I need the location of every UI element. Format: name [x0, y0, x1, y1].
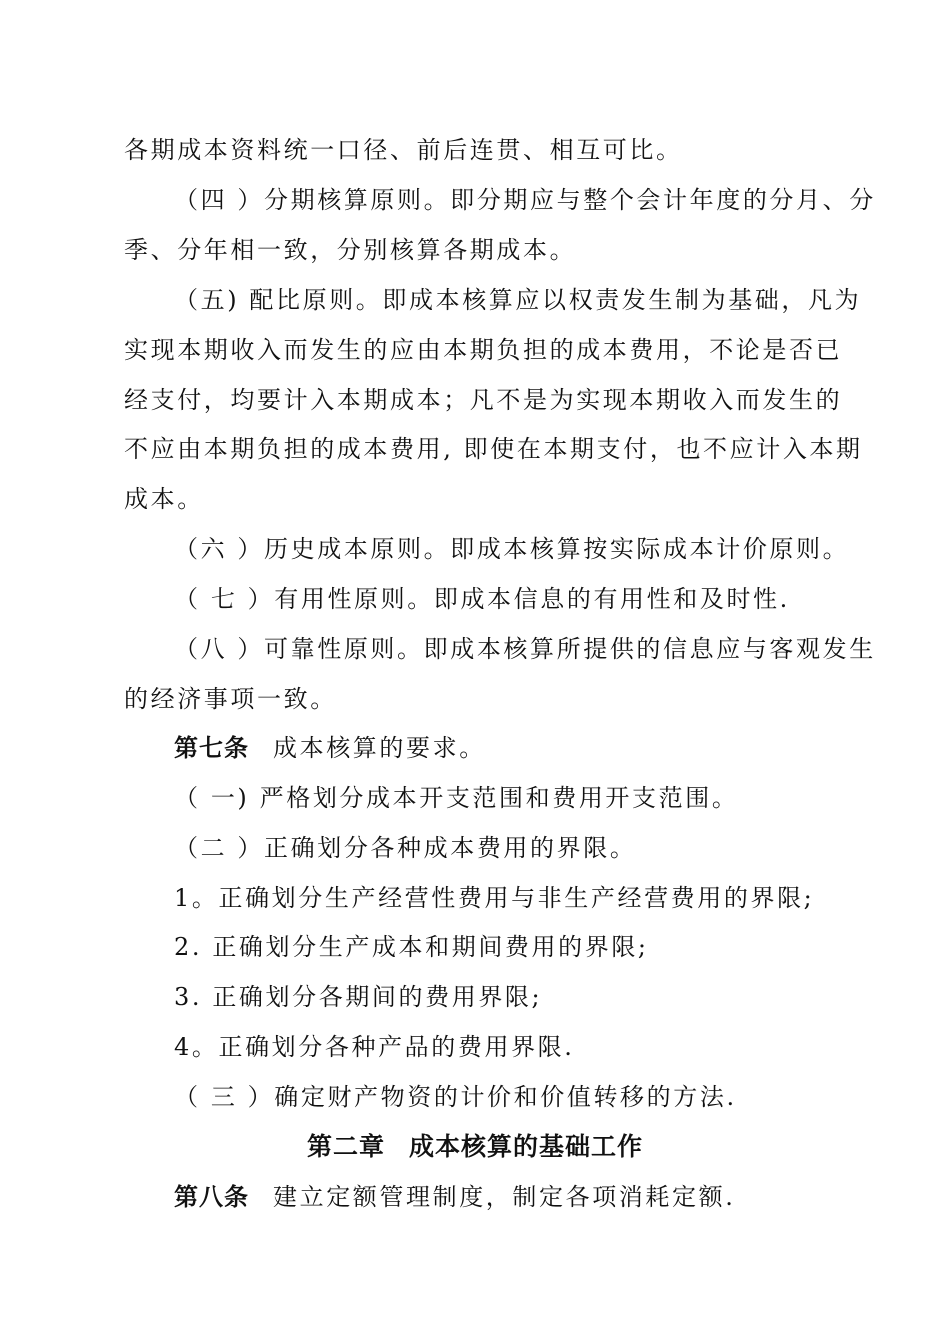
- list-item: 3. 正确划分各期间的费用界限;: [174, 983, 543, 1011]
- paragraph-line: （五) 配比原则。即成本核算应以权责发生制为基础，凡为: [174, 286, 862, 314]
- list-item: （ 一) 严格划分成本开支范围和费用开支范围。: [174, 784, 739, 812]
- list-item: （ 三 ）确定财产物资的计价和价值转移的方法.: [174, 1083, 737, 1111]
- chapter-heading: [0, 1132, 950, 1162]
- paragraph-line: （六 ）历史成本原则。即成本核算按实际成本计价原则。: [174, 535, 850, 563]
- paragraph-line: 各期成本资料统一口径、前后连贯、相互可比。: [124, 136, 683, 164]
- paragraph-line: 不应由本期负担的成本费用, 即使在本期支付，也不应计入本期: [124, 435, 863, 463]
- paragraph-line: 实现本期收入而发生的应由本期负担的成本费用，不论是否已: [124, 336, 843, 364]
- list-item: （二 ）正确划分各种成本费用的界限。: [174, 834, 637, 862]
- paragraph-line: 经支付，均要计入本期成本；凡不是为实现本期收入而发生的: [124, 386, 843, 414]
- list-item: 4。正确划分各种产品的费用界限.: [174, 1033, 575, 1061]
- chapter-title: 成本核算的基础工作: [409, 1132, 644, 1161]
- article-7-heading: [174, 733, 486, 763]
- paragraph-line: （ 七 ）有用性原则。即成本信息的有用性和及时性.: [174, 585, 790, 613]
- paragraph-line: 季、分年相一致，分别核算各期成本。: [124, 236, 577, 264]
- article-8-heading: [174, 1182, 735, 1212]
- paragraph-line: （四 ）分期核算原则。即分期应与整个会计年度的分月、分: [174, 186, 876, 214]
- article-text: 建立定额管理制度，制定各项消耗定额.: [273, 1183, 736, 1211]
- article-label: 第七条: [174, 734, 249, 762]
- paragraph-line: 的经济事项一致。: [124, 685, 337, 713]
- list-item: 1。正确划分生产经营性费用与非生产经营费用的界限;: [174, 884, 815, 912]
- list-item: 2. 正确划分生产成本和期间费用的界限;: [174, 933, 649, 961]
- paragraph-line: （八 ）可靠性原则。即成本核算所提供的信息应与客观发生: [174, 635, 876, 663]
- article-label: 第八条: [174, 1183, 249, 1211]
- paragraph-line: 成本。: [124, 485, 204, 513]
- chapter-label: 第二章: [306, 1132, 385, 1161]
- article-text: 成本核算的要求。: [273, 734, 486, 762]
